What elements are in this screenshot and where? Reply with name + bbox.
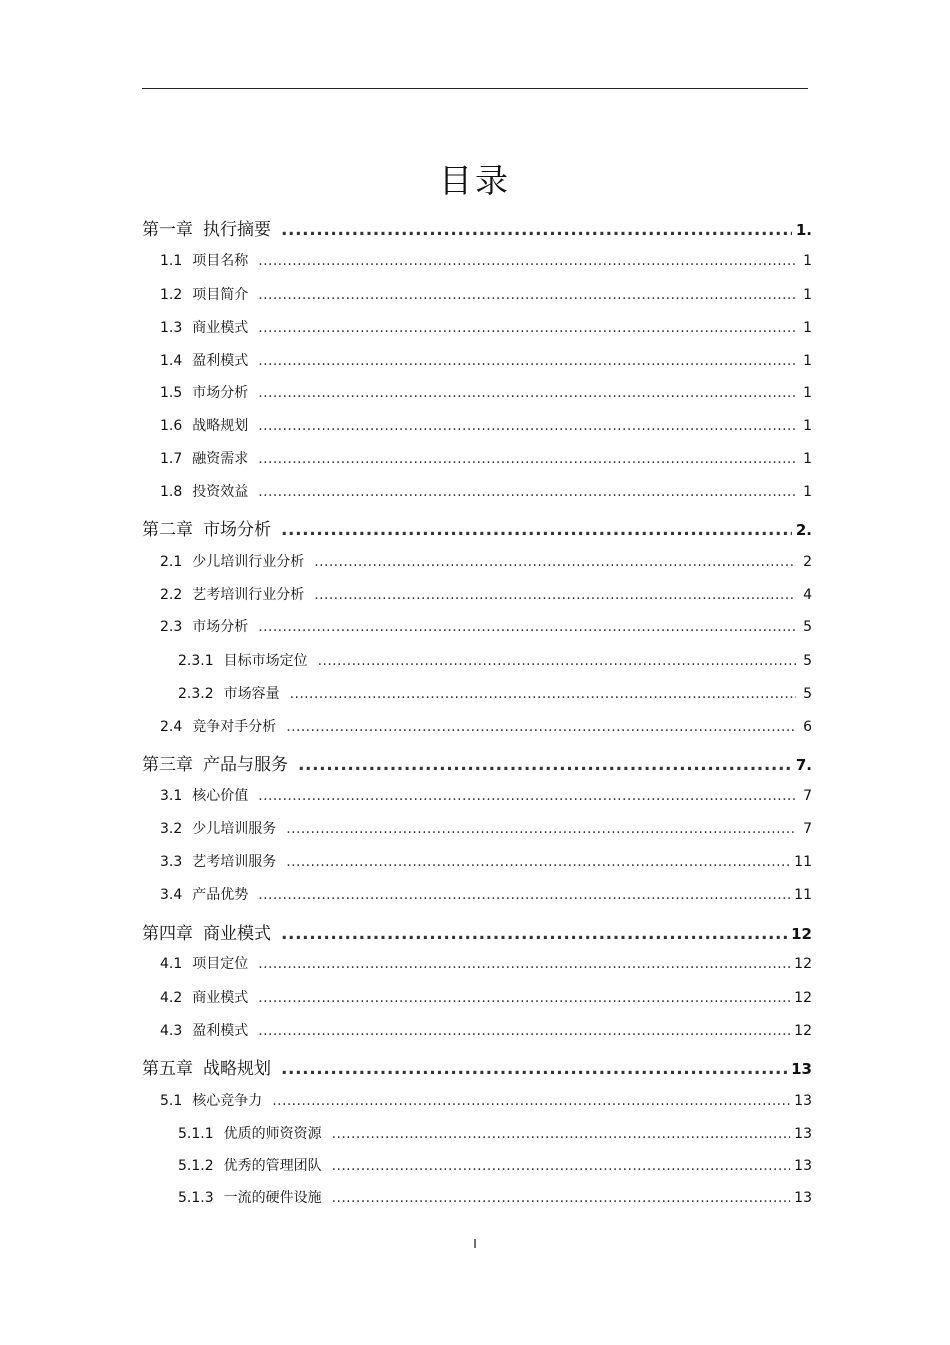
- dot-leader: [318, 653, 796, 669]
- toc-entry-text: 核心价值: [192, 788, 249, 804]
- dot-leader: [332, 1158, 791, 1174]
- toc-entry-chapter[interactable]: [142, 1054, 812, 1079]
- toc-entry-page: 1.: [795, 221, 812, 239]
- toc-entry-chapter[interactable]: [142, 919, 812, 944]
- toc-entry-number: 第五章: [142, 1059, 193, 1079]
- dot-leader: [314, 554, 796, 570]
- toc-entry-text: 盈利模式: [192, 353, 249, 369]
- toc-entry-number: 4.1: [160, 956, 183, 972]
- toc-entry-number: 1.6: [160, 418, 183, 434]
- toc-entry-page: 12: [794, 990, 812, 1006]
- toc-entry-text: 商业模式: [192, 320, 249, 336]
- toc-entry-page: 12: [791, 925, 812, 943]
- toc-entry-number: 5.1.3: [178, 1190, 214, 1206]
- toc-entry-page: 7.: [795, 756, 812, 774]
- toc-entry-label: [142, 750, 288, 775]
- toc-entry-section[interactable]: [142, 785, 812, 805]
- toc-entry-page: 2: [803, 554, 812, 570]
- dot-leader: [258, 956, 790, 972]
- toc-entry-number: 5.1: [160, 1093, 183, 1109]
- toc-entry-section[interactable]: [142, 953, 812, 973]
- toc-entry-section[interactable]: [142, 551, 812, 571]
- toc-entry-page: 7: [803, 821, 812, 837]
- toc-entry-label: [178, 1123, 322, 1143]
- dot-leader: [258, 320, 796, 336]
- toc-entry-page: 5: [803, 653, 812, 669]
- dot-leader: [258, 990, 790, 1006]
- toc-entry-section[interactable]: [142, 716, 812, 736]
- toc-entry-page: 13: [794, 1093, 812, 1109]
- dot-leader: [290, 686, 796, 702]
- toc-entry-number: 1.1: [160, 253, 183, 269]
- toc-entry-page: 4: [803, 587, 812, 603]
- toc-entry-page: 1: [803, 484, 812, 500]
- toc-entry-sub[interactable]: [142, 1123, 812, 1143]
- toc-entry-text: 产品优势: [192, 887, 249, 903]
- toc-entry-label: [160, 987, 248, 1007]
- toc-entry-text: 执行摘要: [203, 220, 271, 240]
- toc-entry-text: 优秀的管理团队: [223, 1158, 322, 1174]
- toc-entry-label: [142, 1054, 271, 1079]
- toc-entry-page: 12: [794, 1023, 812, 1039]
- toc-entry-label: [160, 284, 248, 304]
- toc-entry-section[interactable]: [142, 884, 812, 904]
- toc-entry-section[interactable]: [142, 818, 812, 838]
- toc-entry-section[interactable]: [142, 415, 812, 435]
- toc-entry-page: 1: [803, 451, 812, 467]
- toc-entry-page: 1: [803, 418, 812, 434]
- toc-title: 目录: [439, 161, 511, 201]
- toc-entry-label: [160, 350, 248, 370]
- toc-entry-section[interactable]: [142, 350, 812, 370]
- toc-entry-number: 1.2: [160, 287, 183, 303]
- toc-entry-text: 艺考培训行业分析: [192, 587, 305, 603]
- toc-entry-page: 13: [794, 1190, 812, 1206]
- toc-entry-text: 产品与服务: [203, 755, 288, 775]
- toc-entry-page: 5: [803, 686, 812, 702]
- toc-entry-text: 市场分析: [192, 619, 249, 635]
- toc-entry-sub[interactable]: [142, 1187, 812, 1207]
- toc-entry-number: 1.5: [160, 385, 183, 401]
- toc-entry-section[interactable]: [142, 851, 812, 871]
- toc-entry-number: 4.2: [160, 990, 183, 1006]
- toc-entry-number: 2.4: [160, 719, 183, 735]
- toc-entry-page: 6: [803, 719, 812, 735]
- dot-leader: [281, 220, 792, 240]
- toc-entry-number: 3.3: [160, 854, 183, 870]
- toc-entry-label: [160, 1020, 248, 1040]
- toc-entry-number: 2.3.2: [178, 686, 214, 702]
- dot-leader: [258, 619, 796, 635]
- toc-entry-label: [142, 515, 271, 540]
- toc-entry-text: 融资需求: [192, 451, 249, 467]
- toc-entry-text: 项目定位: [192, 956, 249, 972]
- dot-leader: [272, 1093, 790, 1109]
- toc-entry-text: 投资效益: [192, 484, 249, 500]
- toc-entry-text: 商业模式: [192, 990, 249, 1006]
- toc-entry-text: 核心竞争力: [192, 1093, 263, 1109]
- toc-entry-number: 第二章: [142, 520, 193, 540]
- toc-entry-text: 少儿培训服务: [192, 821, 277, 837]
- toc-entry-label: [160, 584, 304, 604]
- toc-entry-label: [160, 317, 248, 337]
- toc-entry-number: 4.3: [160, 1023, 183, 1039]
- toc-entry-label: [160, 250, 248, 270]
- dot-leader: [332, 1126, 791, 1142]
- toc-entry-section[interactable]: [142, 448, 812, 468]
- toc-entry-chapter[interactable]: [142, 215, 812, 240]
- toc-entry-label: [178, 1187, 322, 1207]
- toc-entry-text: 市场分析: [203, 520, 271, 540]
- dot-leader: [258, 484, 796, 500]
- dot-leader: [258, 1023, 790, 1039]
- dot-leader: [258, 451, 796, 467]
- header-rule: [142, 88, 808, 89]
- toc-entry-number: 2.3.1: [178, 653, 214, 669]
- toc-entry-page: 11: [794, 887, 812, 903]
- toc-entry-number: 2.2: [160, 587, 183, 603]
- dot-leader: [286, 821, 796, 837]
- toc-entry-number: 2.1: [160, 554, 183, 570]
- toc-entry-text: 目标市场定位: [223, 653, 308, 669]
- dot-leader: [298, 755, 792, 775]
- toc-entry-section[interactable]: [142, 616, 812, 636]
- toc-entry-sub[interactable]: [142, 683, 812, 703]
- toc-entry-text: 盈利模式: [192, 1023, 249, 1039]
- toc-entry-number: 1.3: [160, 320, 183, 336]
- toc-entry-section[interactable]: [142, 250, 812, 270]
- toc-entry-label: [160, 616, 248, 636]
- toc-entry-number: 1.8: [160, 484, 183, 500]
- toc-entry-label: [160, 851, 276, 871]
- toc-entry-label: [160, 448, 248, 468]
- dot-leader: [286, 854, 790, 870]
- dot-leader: [258, 788, 796, 804]
- toc-entry-page: 1: [803, 385, 812, 401]
- toc-entry-section[interactable]: [142, 1090, 812, 1110]
- toc-entry-label: [160, 818, 276, 838]
- dot-leader: [281, 520, 792, 540]
- toc-entry-label: [160, 884, 248, 904]
- toc-entry-section[interactable]: [142, 1020, 812, 1040]
- toc-entry-number: 2.3: [160, 619, 183, 635]
- toc-entry-page: 13: [794, 1158, 812, 1174]
- dot-leader: [314, 587, 796, 603]
- toc-entry-label: [160, 382, 248, 402]
- toc-entry-number: 第四章: [142, 924, 193, 944]
- toc-entry-page: 13: [791, 1060, 812, 1078]
- toc-entry-page: 11: [794, 854, 812, 870]
- toc-entry-number: 1.4: [160, 353, 183, 369]
- toc-entry-page: 12: [794, 956, 812, 972]
- toc-entry-page: 1: [803, 353, 812, 369]
- toc-entry-label: [178, 683, 280, 703]
- toc-entry-label: [160, 785, 248, 805]
- toc-entry-page: 7: [803, 788, 812, 804]
- toc-entry-text: 优质的师资资源: [223, 1126, 322, 1142]
- toc-entry-text: 战略规划: [203, 1059, 271, 1079]
- dot-leader: [258, 253, 796, 269]
- toc-entry-section[interactable]: [142, 481, 812, 501]
- toc-entry-section[interactable]: [142, 584, 812, 604]
- toc-entry-page: 1: [803, 287, 812, 303]
- dot-leader: [258, 353, 796, 369]
- toc-entry-label: [160, 716, 276, 736]
- toc-entry-text: 市场分析: [192, 385, 249, 401]
- toc-entry-sub[interactable]: [142, 1155, 812, 1175]
- dot-leader: [258, 887, 790, 903]
- toc-entry-chapter[interactable]: [142, 750, 812, 775]
- toc-entry-label: [142, 919, 271, 944]
- toc-entry-text: 竞争对手分析: [192, 719, 277, 735]
- toc-entry-text: 项目名称: [192, 253, 249, 269]
- dot-leader: [258, 418, 796, 434]
- toc-entry-label: [160, 551, 304, 571]
- toc-entry-number: 第三章: [142, 755, 193, 775]
- toc-entry-number: 1.7: [160, 451, 183, 467]
- toc-entry-label: [142, 215, 271, 240]
- dot-leader: [281, 1059, 787, 1079]
- toc-entry-label: [178, 1155, 322, 1175]
- toc-entry-text: 一流的硬件设施: [223, 1190, 322, 1206]
- toc-entry-label: [160, 481, 248, 501]
- toc-entry-text: 商业模式: [203, 924, 271, 944]
- toc-entry-text: 少儿培训行业分析: [192, 554, 305, 570]
- toc-entry-label: [160, 953, 248, 973]
- dot-leader: [258, 287, 796, 303]
- dot-leader: [332, 1190, 791, 1206]
- toc-entry-number: 5.1.1: [178, 1126, 214, 1142]
- toc-entry-label: [160, 1090, 262, 1110]
- toc-entry-section[interactable]: [142, 987, 812, 1007]
- toc-entry-page: 1: [803, 253, 812, 269]
- toc-entry-page: 1: [803, 320, 812, 336]
- toc-entry-sub[interactable]: [142, 650, 812, 670]
- toc-entry-section[interactable]: [142, 382, 812, 402]
- toc-entry-text: 艺考培训服务: [192, 854, 277, 870]
- toc-entry-number: 5.1.2: [178, 1158, 214, 1174]
- toc-entry-number: 第一章: [142, 220, 193, 240]
- toc-entry-section[interactable]: [142, 317, 812, 337]
- toc-entry-section[interactable]: [142, 284, 812, 304]
- dot-leader: [281, 924, 787, 944]
- toc-entry-text: 市场容量: [223, 686, 280, 702]
- toc-entry-chapter[interactable]: [142, 515, 812, 540]
- toc-entry-label: [160, 415, 248, 435]
- toc-entry-number: 3.2: [160, 821, 183, 837]
- toc-entry-number: 3.4: [160, 887, 183, 903]
- toc-entry-page: 13: [794, 1126, 812, 1142]
- toc-entry-text: 战略规划: [192, 418, 249, 434]
- toc-entry-number: 3.1: [160, 788, 183, 804]
- toc-entry-page: 2.: [795, 521, 812, 539]
- page-number: I: [473, 1237, 477, 1251]
- dot-leader: [258, 385, 796, 401]
- dot-leader: [286, 719, 796, 735]
- toc-entry-text: 项目简介: [192, 287, 249, 303]
- toc-entry-label: [178, 650, 308, 670]
- toc-entry-page: 5: [803, 619, 812, 635]
